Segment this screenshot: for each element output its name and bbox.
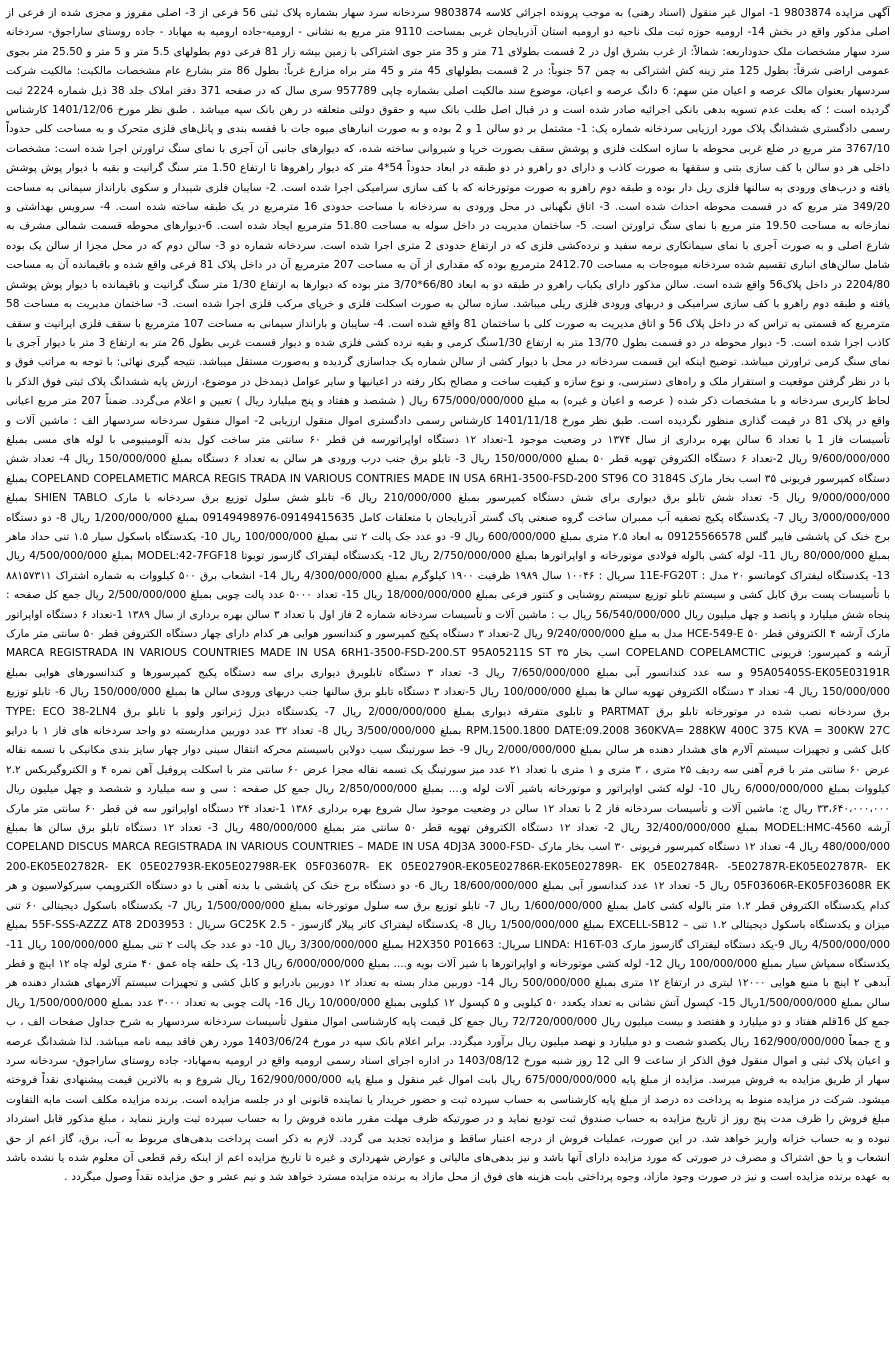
auction-notice-text: آگهی مزایده 9803874 1- اموال غیر منقول (اسناد رهنی) به موجب پرونده اجرائی کلاسه 9803874 سردخانه سرد سهار بشماره پلاک ثبتی 56 فرعی از 3- اصلی مفروز و مجزی شده از فرعی از اصلی مذکور واقع در بخش 14- ارومیه حوزه ثبت ملک ناحیه دو ارومیه استان آذربایجان غربی بمساحت 9110 متر مربع به نشانی - ارومیه-جاده ارومیه به مهاباد - جاده روستای ساراجوق- سردخانه سرد سهار مشخصات ملک حدوداربعه: شمالاً: از غرب بشرق اول در 2 قسمت بطولای 71 متر و 35 متر جوی اشتراکی با زمین بیشه زار 81 فرعی دوم بطولهای 5.5 متر و 5 متر و 25.50 متر بجوی عمومی اراضی شرقاً: بطول 125 متر زینه کش اشتراکی به چمن 57 جنوباً: در 2 قسمت بطولهای 45 متر و 45 متر براه مزارع غرباً: بطول 86 متر بشارع عام مشخصات مالکیت: مالکیت شرکت سردسهار بعنوان مالک عرصه و اعیان متن سهم: 6 دانگ عرصه و اعیان، موضوع سند مالکیت اصلی بشماره چاپی 957789 سری سال که در صفحه 371 دفتر املاک جلد 38 ذیل شماره 2224 ثبت گردیده است ؛ که بعلت عدم تسویه بدهی بانکی اجرائیه صادر شده است و در قبال اصل طلب بانک سپه و حقوق دولتی متعلقه در رهن بانک سپه میباشد . طبق نظر مورخ 1401/12/06 کارشناس رسمی دادگستری ششدانگ پلاک مورد ارزیابی سردخانه شماره یک: 1- مشتمل بر دو سالن 1 و 2 بوده و به صورت انبارهای میوه جات با قفسه بندی و پانل‌های فلزی متحرک و به مساحت کلی حدوداً 3767/10 متر مربع در ضلع غربی محوطه با سازه اسکلت فلزی و پوشش سقف بصورت خرپا و شیروانی ساخته شده، که دیوارهای جانبی آن آجری با نمای سنگ تراورتن اجرا شده است: مشخصات داخلی هر دو سالن با کف سازی بتنی و سقفها به صورت کاذب و دارای دو راهرو در دو طبقه در ابعاد حدوداً 54*4 متر که دیوار راهروها تا ارتفاع 1.50 متر سنگ گرانیت و بقیه با دیوار پوش پوشش یافته و درب‌های ورودی به سالنها فلزی ریل دار بوده و طبقه دوم راهرو به صورت موتورخانه که با کف سازی سرامیکی اجرا شده است. 2- سایبان فلزی شیبدار و سکوی بارانداز سیمانی به مساحت 349/20 متر مربع که در قسمت محوطه احداث شده است. 3- اتاق نگهبانی در محل ورودی به سردخانه با مساحت حدودی 16 مترمربع در یک طبقه ساخته شده است. 4- سرویس بهداشتی و نمازخانه به مساحت 19.50 متر مربع با نمای سنگ تراورتن است. 5- ساختمان مدیریت در داخل سوله به مساحت 51.80 مترمربع ایجاد شده است. 6-دیوارهای محوطه قسمت شمالی مشرف به شارع اصلی و به صورت آجری با نمای سیمانکاری نرمه سفید و نرده‌کشی فلزی که در ارتفاع حدودی 2 متری اجرا شده است. سردخانه شماره دو 3- سالن دوم که در محل مجزا از سالن یک بوده شامل سالن‌های انباری تقسیم شده سردخانه میوه‌جات به مساحت 2412.70 مترمربع بوده که مقداری از آن به مساحت 207 مترمربع آن در داخل پلاک 81 فرعی واقع شده و باقیمانده آن به مساحت 2204/80 در داخل پلاک56 واقع شده است. سالن مذکور دارای یکباب راهرو در طبقه دو به ابعاد 66/80*3/70 متر بوده که دیوارها به ارتفاع 1/30 متر سنگ گرانیت و باقیمانده با دیوار پوش پوشش یافته و طبقه دوم راهرو با کف سازی سرامیکی و دربهای ورودی فلزی ریلی میباشد. سازه سالن به صورت اسکلت فلزی و خرپای مرکب فلزی اجرا شده است. 3- ساختمان مدیریت به مساحت 58 مترمربع که قسمتی به تراس که در داخل پلاک 56 و اتاق مدیریت به صورت کلی با ساختمان 81 واقع شده است. 4- سایبان و بارانداز سیمانی به مساحت 107 مترمربع با سقف فلزی ایرانیت و سقف کاذب اجرا شده است. 5- دیوار محوطه در دو قسمت بطول 13/70 متر به ارتفاع 1/30سنگ کرمی و بقیه نرده کشی فلزی شده و دیوار قسمت غربی بطول 26 متر به ارتفاع 3 متر با دیوار آجری با نمای سنگ کرمی تراورتن میباشد. توضیح اینکه این قسمت سردخانه در محل با دیوار کشی از سالن شماره یک جداسازی گردیده و به‌صورت مستقل میباشد. نتیجه گیری نهائی: با توجه به مراتب فوق و با در نظر گرفتن موقعیت و استقرار ملک و راه‌های دسترسی، و نوع سازه و کیفیت ساخت و مصالح بکار رفته در اعیانیها و سایر عوامل ذیمدخل در موضوع، ارزش پایه ششدانگ پلاک ثبتی فوق الذکر با لحاظ کاربری سردخانه و با مشخصات ذکر شده ( عرصه و اعیان و غیره) به مبلغ 675/000/000/000 ریال ( ششصد و هفتاد و پنج میلیارد ریال ) تعیین و اعلام می‌گردد. ضمناً 207 متر مربع اعیانی واقع در پلاک 81 در قیمت گذاری منظور نگردیده است. طبق نظر مورخ 1401/11/18 کارشناس رسمی دادگستری اموال منقول ارزیابی 2- اموال منقول سردخانه سردسهار الف : ماشین آلات و تأسیسات فاز 1 با تعداد 6 سالن بهره برداری از سال ۱۳۷۴ در وضعیت موجود 1-تعداد ۱۲ دستگاه اواپراتورسه فن قطر ۶۰ سانتی متر ساخت کول بدنه آلومینیومی با لوله های مسی بمبلغ 9/600/000/000 ریال 2-تعداد ۶ دستگاه الکتروفن تهویه قطر ۵۰ بمبلغ 150/000/000 ریال 3- تابلو برق جنب درب ورودی هر سالن به تعداد ۶ دستگاه بمبلغ 150/000/000 ریال 4- تعداد شش دستگاه کمپرسور فریونی ۳۵ اسب بخار مارک COPELAND COPELAMETIC MARCA REGIS TRADA IN VARIOUS CONTRIES MADE IN USA 6RH1-3500-FSD-200 ST96 CO 3184S بمبلغ 9/000/000/000 ریال 5- تعداد شش تابلو برق دیواری برای شش دستگاه کمپرسور بمبلغ 210/000/000 ریال 6- تابلو شش سلول توزیع برق سردخانه با مارک SHIEN TABLO بمبلغ 3/000/000/000 ریال 7- یکدستگاه پکیج تصفیه آب ممبران ساخت گروه صنعتی پاک گستر آذربایجان با متعلقات کامل 09149415635-09149498976 بمبلغ 1/200/000/000 ریال 8- دو دستگاه برج خنک کن پاششی فایبر گلس 09125566578 به ابعاد ۲.۵ متری بمبلغ 600/000/000 ریال 9- دو عدد جک پالت ۲ تنی بمبلغ 100/000/000 ریال 10- یکدستگاه باسکول سیار ۱.۵ تنی حداد ماهر بمبلغ 80/000/000 ریال 11- لوله کشی بالوله فولادی موتورخانه و اواپراتورها بمبلغ 2/750/000/000 ریال 12- یکدستگاه لیفتراک گازسوز تویوتا MODEL:42-7FGF18 بمبلغ 4/500/000/000 ریال 13- یکدستگاه لیفتراک کوماتسو ۲۰ مدل : 11E-FG20T سریال : ۱۰۰۴۶ سال ۱۹۸۹ ظرفیت ۱۹۰۰ کیلوگرم بمبلغ 4/300/000/000 ریال 14- انشعاب برق ۵۰۰ کیلووات به شماره اشتراک ۸۸۱۵۷۳۱۱ با تأسیسات پست برق کابل کشی و سیستم تابلو توزیع سیستم روشنایی و کنتور فرعی بمبلغ 18/000/000/000 ریال 15- تعداد ۵۰۰۰ عدد پالت چوبی بمبلغ 2/500/000/000 ریال جمع کل صفحه : پنجاه شش میلیارد و پانصد و چهل میلیون ریال 56/540/000/000 ریال ب : ماشین آلات و تأسیسات سردخانه شماره 2 فاز اول با تعداد ۳ سالن بهره برداری از سال ۱۳۸۹ 1-تعداد ۶ دستگاه اواپراتور مارک آرشه ۴ الکتروفن قطر ۵۰ HCE-549-E مدل به مبلغ 9/240/000/000 ریال 2-تعداد ۳ دستگاه پکیج کمپرسور و کندانسور هوایی هر کدام دارای چهار دستگاه الکتروفن قطر ۵۰ سانتی متر مارک آرشه و کمپرسور: فریونی COPELAND COPELAMCTIC اسب بخار ۳۵ MARCA REGISTRADA IN VARIOUS COUNTRIES MADE IN USA 6RH1-3500-FSD-200.ST 95A05211S ST 95A05405S-EK05E03191R و سه عدد کندانسور آبی بمبلغ 7/650/000/000 ریال 3- تعداد ۳ دستگاه تابلوبرق دیواری برای سه دستگاه پکیج کمپرسورها و کندانسورهای هوایی بمبلغ 150/000/000 ریال 4- تعداد ۳ دستگاه الکتروفن تهویه سالن ها بمبلغ 100/000/000 ریال 5-تعداد ۳ دستگاه تابلو برق سالنها جنب دربهای ورودی سالن ها بمبلغ 150/000/000 ریال 6- تابلو توزیع برق سردخانه نصب شده در موتورخانه تابلو برق PARTMAT و تابلوی متفرقه دیواری بمبلغ 2/000/000/000 ریال 7- یکدستگاه دیزل ژنراتور ولوو با تابلو برق TYPE: ECO 38-2LN4 RPM.1500.1800 DATE:09.2008 360KVA= 288KW 400C 375 KVA = 300KW 27C بمبلغ 3/500/000/000 ریال 8- تعداد ۳۲ عدد دوربین مداربسته دو واحد سردخانه های فاز ۱ با درایو کابل کشی و تجهیزات سیستم آلارم های هشدار دهنده هر سالن بمبلغ 2/000/000/000 ریال 9- خط سورتینگ سیب دولاین باسیستم محرکه انتقال سینی دوار چهار سایز بندی مکانیکی با تسمه نقاله عرض ۶۰ سانتی متر با فرم آهنی سه ردیف ۲۵ متری ، ۳ متری و ۱ متری با تعداد ۲۱ عدد میز سورتینگ یک تسمه نقاله مجزا عرض ۶۰ سانتی متر با اسکلت پروفیل آهن نمره ۴ و الکتروگیربکس ۲.۲ کیلووات بمبلغ 6/000/000/000 ریال 10- لوله کشی اواپراتور و موتورخانه باشیر آلات لوله و.... بمبلغ 2/850/000/000 ریال جمع کل صفحه : سی و سه میلیارد و ششصد و چهل میلیون ریال ۳۳،۶۴۰،۰۰۰،۰۰۰ ریال ج: ماشین آلات و تأسیسات سردخانه فاز 2 با تعداد ۱۲ سالن در وضعیت موجود سال شروع بهره برداری ۱۳۸۶ 1-تعداد ۲۴ دستگاه اواپراتور سه فن قطر ۶۰ سانتی متر مارک آرشه MODEL:HMC-4560 بمبلغ 32/400/000/000 ریال 2- تعداد ۱۲ دستگاه الکتروفن تهویه قطر ۵۰ سانتی متر بمبلغ 480/000/000 ریال 3- تعداد ۱۲ دستگاه تابلو برق سالن ها بمبلغ 480/000/000 ریال 4- تعداد ۱۲ دستگاه کمپرسور فریونی ۳۰ اسب بخار مارک COPELAND DISCUS MARCA REGISTRADA IN VARIOUS COUNTRIES – MADE IN USA 4DJ3A 3000-FSD-200-EK05E02782R- EK 05E02793R-EK05E02798R-EK 05F03607R- EK 05E02790R-EK05E02786R-EK05E02789R- EK 05E02784R- -5E02787R-EK05E02787R- EK 05F03606R-EK05F03608R EK ریال 5- تعداد ۱۲ عدد کندانسور آبی بمبلغ 18/600/000/000 ریال 6- دو دستگاه برج خنک کن پاششی با بدنه آهنی با دو دستگاه الکتروپمپ سیرکولاسیون و هر کدام یکدستگاه الکتروفن قطر ۱.۲ متر بالوله کشی کامل بمبلغ 1/600/000/000 ریال 7- تابلو توزیع برق سه سلول موتورخانه بمبلغ 1/500/000/000 ریال 7- یکدستگاه باسکول دیجیتالی ۶۰ تنی میزان و یکدستگاه باسکول دیجیتالی ۱.۲ تنی – EXCELL-SB12 بمبلغ 1/500/000/000 ریال 8- یکدستگاه لیفتراک کاتر پیلار گازسوز - 2.5 GC25K سریال : 55F-SSS-AZZZ AT8 2D03953 بمبلغ 4/500/000/000 ریال 9-یکد دستگاه لیفتراک گازسوز مارک LINDA: H16T-03 سریال: H2X350 P01663 بمبلغ 3/300/000/000 ریال 10- دو عدد جک پالت ۲ تنی بمبلغ 100/000/000 ریال 11- یکدستگاه سمپاش سیار بمبلغ 100/000/000 ریال 12- لوله کشی موتورخانه و اواپراتورها با شیر آلات بویه و.... بمبلغ 6/000/000/000 ریال 13- یک حلقه چاه عمق ۴۰ متری لوله چاه ۱۲ اینچ و قطر آبدهی ۲ اینچ با منبع هوایی ۱۲۰۰۰ لیتری در ارتفاع ۱۲ متری بمبلغ 500/000/000 ریال 14- دوربین مدار بسته به تعداد ۱۲ دوربین بادرایو و کابل کشی و تجهیزات سیستم آلارمهای هشدار دهنده هر سالن بمبلغ 1/500/000/000ریال 15- کپسول آتش نشانی به تعداد یکعدد ۵۰ کیلویی و ۵ کپسول ۱۲ کیلویی بمبلغ 10/000/000 ریال 16- پالت چوبی به تعداد ۳۰۰۰ عدد بمبلغ 1/500/000/000 ریال جمع کل 16قلم هفتاد و دو میلیارد و هفتصد و بیست میلیون ریال 72/720/000/000 ریال جمع کل قیمت پایه کارشناسی اموال منقول تأسیسات سردخانه سردسهار به شرح جداول صفحات الف ، ب و ج جمعاً 162/900/000/000 ریال یکصدو شصت و دو میلیارد و نهصد میلیون ریال برآورد میگردد. برابر اعلام بانک سپه در مورخ 1403/06/24 مورد رهن فاقد بیمه نامه میباشد. لذا ششدانگ عرصه و اعیان پلاک ثبتی و اموال منقول فوق الذکر از ساعت 9 الی 12 روز شنبه مورخ 1403/08/12 در اداره اجرای اسناد رسمی ارومیه واقع در ارومیه به‌مهاباد- جاده روستای ساراجوق- سردخانه سرد سهار از طریق مزایده به فروش میرسد. مزایده از مبلغ پایه 675/000/000/000 ریال بابت اموال غیر منقول و مبلغ پایه 162/900/000/000 ریال شروع و به بالاترین قیمت پیشنهادی نقداً فروخته میشود. شرکت در مزایده منوط به پرداخت ده درصد از مبلغ پایه کارشناسی به حساب سپرده ثبت و حضور خریدار یا نماینده قانونی او در جلسه مزایده است. برنده مزایده مکلف است مابه التفاوت مبلغ فروش را ظرف مدت پنج روز از تاریخ مزایده به حساب صندوق ثبت تودیع نماید و در صورتیکه ظرف مهلت مقرر مانده فروش را به حساب سپرده ثبت واریز ننماید ، مبلغ مذکور قابل استرداد نبوده و به حساب خزانه واریز خواهد شد. در این صورت، عملیات فروش از درجه اعتبار ساقط و مزایده تجدید می گردد. لازم به ذکر است پرداخت بدهی‌های مربوط به آب، برق، گاز اعم از حق انشعاب و یا حق اشتراک و مصرف در صورتی که مورد مزایده دارای آنها باشد و نیز بدهی‌های مالیاتی و عوارض شهرداری و غیره تا تاریخ مزایده اعم از اینکه رقم قطعی آن معلوم شده یا نشده باشد به عهده برنده مزایده است و نیز در صورت وجود مازاد، وجوه پرداختی بابت هزینه های فوق از محل مازاد به برنده مزایده مسترد خواهد شد و نیم عشر و حق مزایده نقداً وصول میگردد . bbox=[6, 7, 891, 1184]
